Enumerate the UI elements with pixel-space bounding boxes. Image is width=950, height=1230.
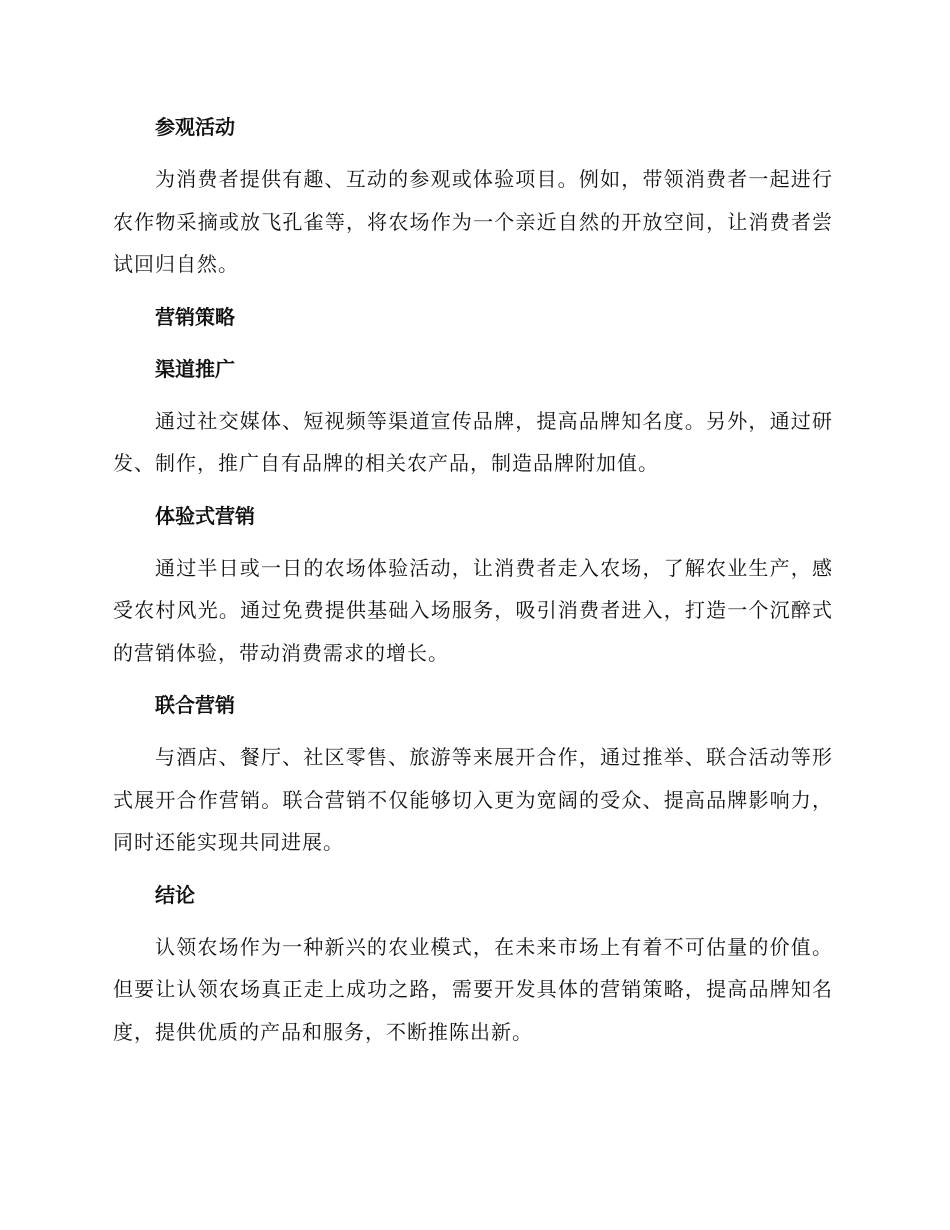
section-paragraph-joint-marketing: 与酒店、餐厅、社区零售、旅游等来展开合作，通过推举、联合活动等形式展开合作营销。联合营销不仅能够切入更为宽阔的受众、提高品牌影响力，同时还能实现共同进展。 bbox=[113, 745, 833, 854]
section-paragraph-channel-promotion: 通过社交媒体、短视频等渠道宣传品牌，提高品牌知名度。另外，通过研发、制作，推广自有品牌的相关农产品，制造品牌附加值。 bbox=[113, 408, 833, 475]
document-body bbox=[113, 106, 833, 1063]
section-paragraph-experiential-marketing: 通过半日或一日的农场体验活动，让消费者走入农场，了解农业生产，感受农村风光。通过免费提供基础入场服务，吸引消费者进入，打造一个沉醉式的营销体验，带动消费需求的增长。 bbox=[113, 555, 833, 665]
section-paragraph-visit: 为消费者提供有趣、互动的参观或体验项目。例如，带领消费者一起进行农作物采摘或放飞孔雀等，将农场作为一个亲近自然的开放空间，让消费者尝试回归自然。 bbox=[113, 167, 833, 276]
section-heading-visit: 参观活动 bbox=[155, 115, 235, 139]
section-heading-channel-promotion: 渠道推广 bbox=[155, 356, 235, 381]
section-heading-experiential-marketing: 体验式营销 bbox=[155, 503, 255, 528]
section-heading-marketing-strategy: 营销策略 bbox=[155, 304, 235, 329]
section-paragraph-conclusion: 认领农场作为一种新兴的农业模式，在未来市场上有着不可估量的价值。但要让认领农场真正走上成功之路，需要开发具体的营销策略，提高品牌知名度，提供优质的产品和服务，不断推陈出新。 bbox=[113, 934, 833, 1044]
section-heading-joint-marketing: 联合营销 bbox=[155, 693, 235, 717]
section-heading-conclusion: 结论 bbox=[155, 882, 195, 907]
